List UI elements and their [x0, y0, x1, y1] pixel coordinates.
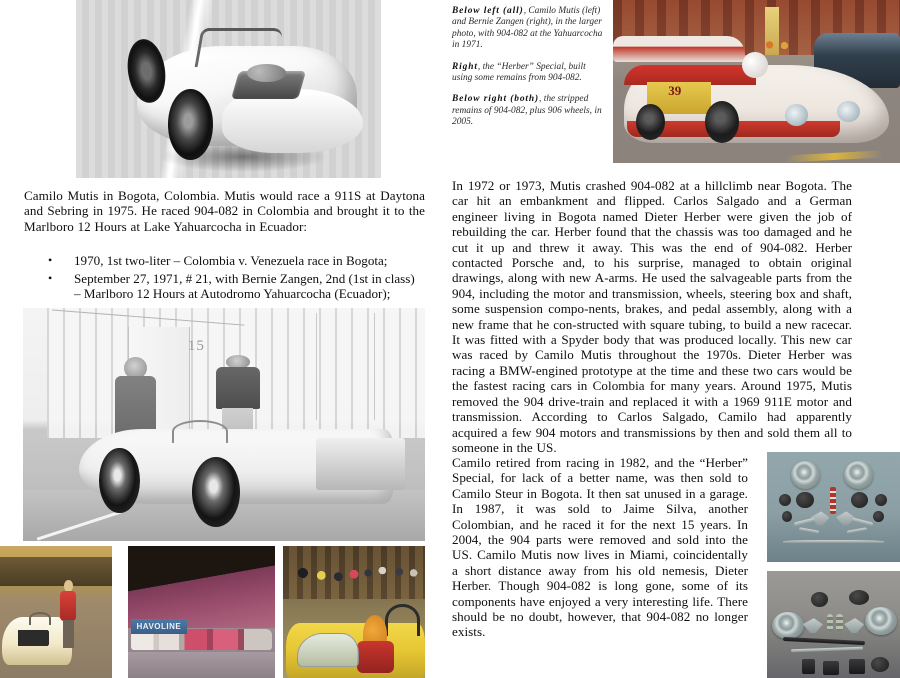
bullet-marker-icon: •	[48, 253, 53, 267]
photo-caption-block	[452, 6, 604, 129]
list-item	[48, 253, 428, 269]
bullet-item-continuation: – Marlboro 12 Hours at Autodromo Yahuarcocha (Ecuador);	[74, 286, 391, 302]
car-number-label: 39	[668, 83, 682, 99]
parts-layout-top-photo	[767, 452, 900, 562]
bullet-item-text: 1970, 1st two-liter – Colombia v. Venezuela race in Bogota;	[74, 253, 388, 268]
bw-two-men-with-car-photo	[23, 308, 425, 541]
right-paragraph-1-text: In 1972 or 1973, Mutis crashed 904-082 at a hillclimb near Bogota. The car hit an embankment and flipped. Carlos Salgado and a German engineer living in Bogota named Dieter Herber were given the job of rebuilding the car. Herber found that the chassis was too damaged and he cut it up and threw it away. This was the end of 904-082. Herber contacted Porsche and, to his surprise, managed to obtain original drawings, along with new A-arms. He used the salvageable parts from the 904, including the motor and transmission, wheels, steering box and shaft, some suspension compo-nents, brakes, and pedal assembly, along with a new frame that he con-structed with square tubing, to build a new racecar. It was fitted with a Spyder body that was produced locally. This new car was raced by Camilo Mutis throughout the 1970s. Dieter Herber was racing a BMW-engined prototype at the time and these two cars would be the fastest racing cars in Colombia for many years. Around 1975, Mutis removed the 904 drive-train and replaced it with a 1969 911E motor and transmission. According to Carlos Salgado, Camilo had apparently acquired a few 904 motors and transmissions by then and sold them all to someone in the US.	[452, 178, 852, 455]
intro-paragraph-text: Camilo Mutis in Bogota, Colombia. Mutis would race a 911S at Daytona and Sebring in 1975. He raced 904-082 in Colombia and brought it to the Marlboro 12 Hours at Lake Yahuarcocha in Ecuador:	[24, 188, 425, 234]
bw-spyder-front-photo	[76, 0, 381, 178]
garage-door-number-label: 15	[187, 338, 205, 355]
caption-below-right	[452, 94, 604, 128]
caption-right-body: , the “Herber” Special, built using some remains from 904-082.	[452, 61, 586, 84]
caption-below-left	[452, 6, 604, 52]
list-item	[48, 271, 428, 287]
caption-below-left-body: , Camilo Mutis (left) and Bernie Zangen (right), in the larger photo, with 904-082 at the Yahuarcocha in 1971.	[452, 6, 603, 51]
left-column-bullet-list	[48, 253, 428, 302]
color-yellow-car-photo	[0, 546, 112, 678]
parts-layout-bottom-photo	[767, 571, 900, 678]
color-race-car-39-photo	[613, 0, 900, 163]
caption-below-left-lead: Below left (all)	[452, 6, 524, 16]
right-column-paragraph-two	[452, 455, 748, 640]
bullet-item-text: September 27, 1971, # 21, with Bernie Zangen, 2nd (1st in class)	[74, 270, 415, 286]
bullet-marker-icon: •	[48, 270, 53, 285]
left-column-intro-paragraph	[24, 188, 425, 234]
caption-right	[452, 62, 604, 85]
caption-below-right-body: , the stripped remains of 904-082, plus 906 wheels, in 2005.	[452, 94, 602, 128]
right-column-paragraph-one	[452, 178, 852, 455]
caption-below-right-lead: Below right (both)	[452, 94, 540, 105]
caption-right-lead: Right	[452, 61, 478, 72]
color-grid-photo	[128, 546, 275, 678]
color-pits-photo	[283, 546, 425, 678]
right-paragraph-2-text: Camilo retired from racing in 1982, and the “Herber” Special, for lack of a better name, was then sold to Camilo Steur in Bogota. It then sat unused in a garage. In 1987, it was sold to Jaime Silva, another Colombian, and he raced it for the next 15 years. In 2004, the 904 parts were removed and sold into the US. Camilo Mutis now lives in Miami, coincidentally a short distance away from his old nemesis, Dieter Herber. Though 904-082 is long gone, some of its components have enjoyed a very interesting life. There should be no doubt, however, that 904-082 no longer exists.	[452, 455, 748, 640]
trackside-banner-label: HAVOLINE	[136, 622, 182, 631]
